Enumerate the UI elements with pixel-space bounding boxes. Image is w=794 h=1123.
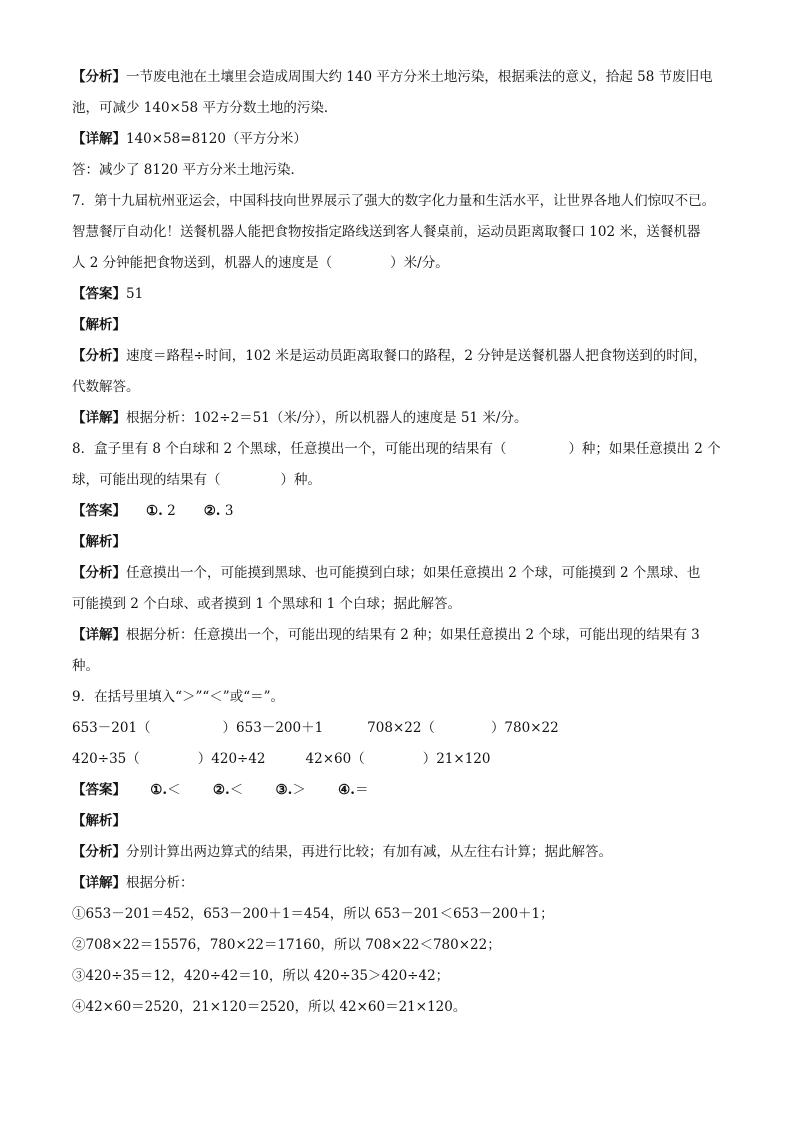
answer-value: ＜ (229, 782, 244, 798)
detail-tag: 【详解】 (72, 410, 126, 426)
answer-value: 3 (224, 503, 234, 519)
analysis-tag: 【分析】 (72, 69, 126, 85)
answer-tag: 【答案】 (72, 782, 126, 798)
expression: ）420÷42 (197, 751, 266, 767)
expression: 708×22（ (367, 720, 435, 736)
question-8-line (72, 465, 732, 496)
analysis-text: 任意摸出一个，可能摸到黑球、也可能摸到白球；如果任意摸出 2 个球，可能摸到 2 个黑球、也 (126, 565, 701, 581)
question-9-title: 9．在括号里填入“＞”“＜”或“＝”。 (72, 689, 284, 705)
expression: 420÷35（ (72, 751, 140, 767)
answer-sentence: 答：减少了 8120 平方分米土地污染． (72, 162, 304, 178)
solution-step: ③420÷35＝12，420÷42＝10，所以 420÷35＞420÷42； (72, 968, 450, 984)
analysis-tag: 【分析】 (72, 348, 126, 364)
jiexi-tag: 【解析】 (72, 317, 126, 333)
question-text: 球，可能出现的结果有（ (72, 472, 221, 488)
detail-line (72, 403, 732, 434)
question-text: 8．盒子里有 8 个白球和 2 个黑球，任意摸出一个，可能出现的结果有（ (72, 441, 507, 457)
question-text: ）种。 (280, 472, 321, 488)
answer-line (72, 496, 732, 527)
analysis-line (72, 62, 732, 93)
analysis-line: 代数解答。 (72, 379, 140, 395)
jiexi-tag: 【解析】 (72, 534, 126, 550)
solution-step: ④42×60＝2520，21×120＝2520，所以 42×60＝21×120。 (72, 999, 467, 1015)
detail-tag: 【详解】 (72, 875, 126, 891)
question-7-line: 7．第十九届杭州亚运会，中国科技向世界展示了强大的数字化力量和生活水平，让世界各地人们惊叹不已。 (72, 193, 716, 209)
detail-tag: 【详解】 (72, 627, 126, 643)
comparison-row (72, 744, 732, 775)
analysis-tag: 【分析】 (72, 844, 126, 860)
detail-text: 根据分析： (126, 875, 194, 891)
expression: ）780×22 (490, 720, 559, 736)
answer-marker: ①. (150, 782, 168, 798)
answer-line (72, 775, 732, 806)
analysis-line (72, 558, 732, 589)
answer-tag: 【答案】 (72, 286, 126, 302)
detail-line (72, 124, 732, 155)
detail-line (72, 620, 732, 651)
analysis-line (72, 837, 732, 868)
jiexi-tag: 【解析】 (72, 813, 126, 829)
solution-step: ①653－201＝452，653－200＋1＝454，所以 653－201＜653－200＋1； (72, 906, 554, 922)
analysis-text: 分别计算出两边算式的结果，再进行比较；有加有减，从左往右计算；据此解答。 (126, 844, 612, 860)
expression: 653－201（ (72, 720, 151, 736)
detail-text: 根据分析：任意摸出一个，可能出现的结果有 2 种；如果任意摸出 2 个球，可能出现的结果有 3 (126, 627, 700, 643)
answer-marker: ①. (146, 503, 163, 519)
detail-text: 140×58=8120（平方分米） (126, 131, 307, 147)
answer-line (72, 279, 732, 310)
question-text: 人 2 分钟能把食物送到，机器人的速度是（ (72, 255, 333, 271)
detail-text: 根据分析：102÷2＝51（米/分），所以机器人的速度是 51 米/分。 (126, 410, 528, 426)
answer-marker: ②. (212, 782, 230, 798)
answer-tag: 【答案】 (72, 503, 126, 519)
expression: ）653－200＋1 (222, 720, 324, 736)
solution-step: ②708×22＝15576，780×22＝17160，所以 708×22＜780×22； (72, 937, 501, 953)
answer-value: ＜ (167, 782, 181, 798)
detail-line: 种。 (72, 658, 99, 674)
analysis-line: 池，可减少 140×58 平方分数土地的污染． (72, 100, 338, 116)
expression: 42×60（ (305, 751, 365, 767)
detail-tag: 【详解】 (72, 131, 126, 147)
detail-line (72, 868, 732, 899)
answer-marker: ③. (275, 782, 293, 798)
answer-value: 51 (126, 286, 144, 302)
question-8-line (72, 434, 732, 465)
analysis-line: 可能摸到 2 个白球、或者摸到 1 个黑球和 1 个白球；据此解答。 (72, 596, 462, 612)
question-text: ）种；如果任意摸出 2 个 (568, 441, 721, 457)
comparison-row (72, 713, 732, 744)
analysis-text: 速度＝路程÷时间，102 米是运动员距离取餐口的路程，2 分钟是送餐机器人把食物送到的时间， (126, 348, 707, 364)
document-page (72, 62, 732, 1023)
answer-value: ＞ (292, 782, 306, 798)
question-7-line: 智慧餐厅自动化！送餐机器人能把食物按指定路线送到客人餐桌前，运动员距离取餐口 102 米，送餐机器 (72, 224, 701, 240)
answer-value: 2 (167, 503, 176, 519)
expression: ）21×120 (422, 751, 491, 767)
answer-value: ＝ (354, 782, 369, 798)
question-text: ）米/分。 (390, 255, 449, 271)
answer-marker: ④. (338, 782, 355, 798)
analysis-text: 一节废电池在土壤里会造成周围大约 140 平方分米土地污染，根据乘法的意义，拾起 58 节废旧电 (126, 69, 713, 85)
answer-marker: ②. (203, 503, 221, 519)
question-7-line (72, 248, 732, 279)
analysis-tag: 【分析】 (72, 565, 126, 581)
analysis-line (72, 341, 732, 372)
